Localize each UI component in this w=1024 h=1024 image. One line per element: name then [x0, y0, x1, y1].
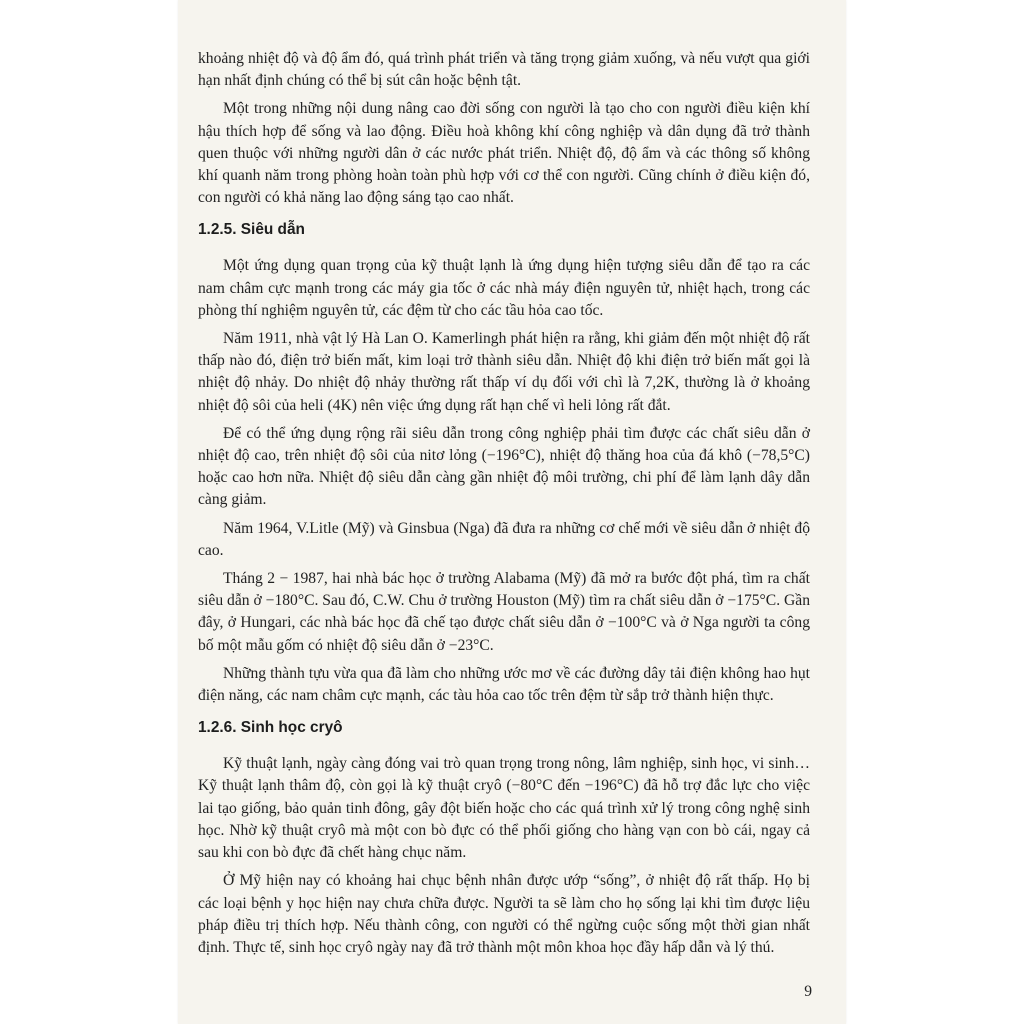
paragraph: Một ứng dụng quan trọng của kỹ thuật lạnh là ứng dụng hiện tượng siêu dẫn để tạo ra các nam châm cực mạnh trong các máy gia tốc ở các nhà máy điện nguyên tử, nhiệt hạch, trong các phòng thí nghiệm nguyên tử, các đệm từ cho các tầu hỏa cao tốc. [198, 257, 810, 319]
paragraph: Ở Mỹ hiện nay có khoảng hai chục bệnh nhân được ướp “sống”, ở nhiệt độ rất thấp. Họ bị các loại bệnh y học hiện nay chưa chữa được. Người ta sẽ làm cho họ sống lại khi tìm được liệu pháp điều trị thích hợp. Nếu thành công, con người có thể ngừng cuộc sống một thời gian nhất định. Thực tế, sinh học cryô ngày nay đã trở thành một môn khoa học đầy hấp dẫn và lý thú. [198, 872, 810, 956]
paragraph: Năm 1911, nhà vật lý Hà Lan O. Kamerlingh phát hiện ra rằng, khi giảm đến một nhiệt độ rất thấp nào đó, điện trở biến mất, kim loại trở thành siêu dẫn. Nhiệt độ khi điện trở biến mất gọi là nhiệt độ nhảy. Do nhiệt độ nhảy thường rất thấp ví dụ đối với chì là 7,2K, thường là ở khoảng nhiệt độ sôi của heli (4K) nên việc ứng dụng rất hạn chế vì heli lỏng rất đắt. [198, 330, 810, 414]
paragraph: Để có thể ứng dụng rộng rãi siêu dẫn trong công nghiệp phải tìm được các chất siêu dẫn ở nhiệt độ cao, trên nhiệt độ sôi của nitơ lỏng (−196°C), nhiệt độ thăng hoa của đá khô (−78,5°C) hoặc cao hơn nữa. Nhiệt độ siêu dẫn càng gần nhiệt độ môi trường, chi phí để làm lạnh dây dẫn càng giảm. [198, 424, 810, 509]
paragraph: Một trong những nội dung nâng cao đời sống con người là tạo cho con người điều kiện khí hậu thích hợp để sống và lao động. Điều hoà không khí công nghiệp và dân dụng đã trở thành quen thuộc với những người dân ở các nước phát triển. Nhiệt độ, độ ẩm và các thông số không khí quanh năm trong phòng hoàn toàn phù hợp với cơ thể con người. Cũng chính ở điều kiện đó, con người có khả năng lao động sáng tạo cao nhất. [198, 100, 810, 207]
section-heading-cryobiology: 1.2.6. Sinh học cryô [198, 719, 343, 737]
paragraph: Kỹ thuật lạnh, ngày càng đóng vai trò quan trọng trong nông, lâm nghiệp, sinh học, vi sinh… Kỹ thuật lạnh thâm độ, còn gọi là kỹ thuật cryô (−80°C đến −196°C) đã hỗ trợ đắc lực cho việc lai tạo giống, bảo quản tinh đông, gây đột biến hoặc cho các quá trình xử lý trong công nghệ sinh học. Nhờ kỹ thuật cryô mà một con bò đực có thể phối giống cho hàng vạn con bò cái, ngay cả sau khi con bò đực đã chết hàng chục năm. [198, 755, 810, 862]
page-number: 9 [804, 983, 812, 1000]
section-heading-superconductivity: 1.2.5. Siêu dẫn [198, 221, 305, 239]
page-body [198, 48, 810, 965]
paragraph-continued: khoảng nhiệt độ và độ ẩm đó, quá trình phát triển và tăng trọng giảm xuống, và nếu vượt qua giới hạn nhất định chúng có thể bị sút cân hoặc bệnh tật. [198, 50, 810, 90]
paragraph: Năm 1964, V.Litle (Mỹ) và Ginsbua (Nga) đã đưa ra những cơ chế mới về siêu dẫn ở nhiệt độ cao. [198, 519, 810, 559]
paragraph: Tháng 2 − 1987, hai nhà bác học ở trường Alabama (Mỹ) đã mở ra bước đột phá, tìm ra chất siêu dẫn ở −180°C. Sau đó, C.W. Chu ở trường Houston (Mỹ) tìm ra chất siêu dẫn ở −175°C. Gần đây, ở Hungari, các nhà bác học đã chế tạo được chất siêu dẫn ở −100°C và ở Nga người ta công bố một mẫu gốm có nhiệt độ siêu dẫn ở −23°C. [198, 570, 810, 654]
paragraph: Những thành tựu vừa qua đã làm cho những ước mơ về các đường dây tải điện không hao hụt điện năng, các nam châm cực mạnh, các tàu hỏa cao tốc trên đệm từ sắp trở thành hiện thực. [198, 664, 810, 705]
book-page [178, 0, 846, 1024]
